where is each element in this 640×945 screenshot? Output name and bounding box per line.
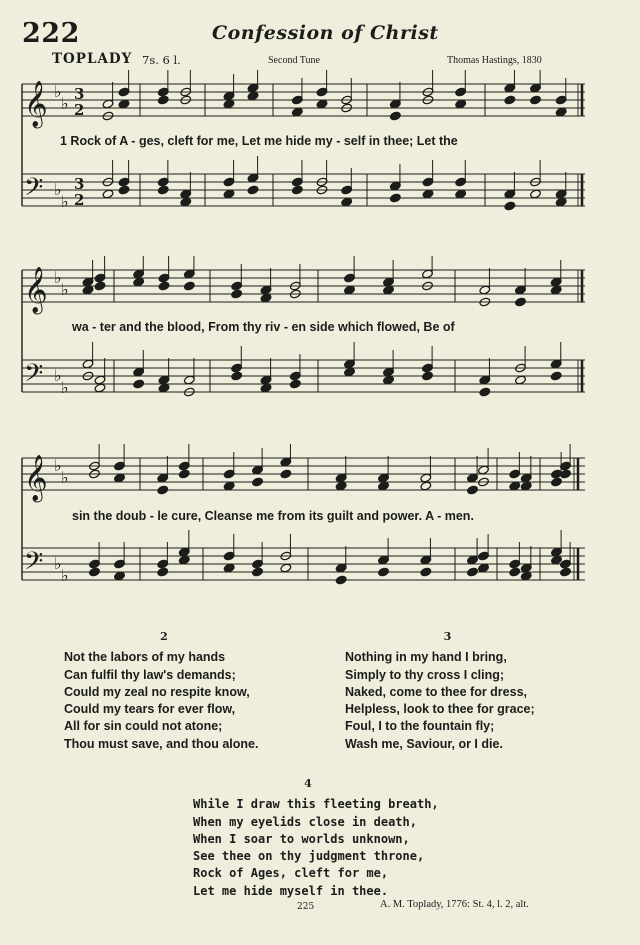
- svg-text:♭: ♭: [54, 554, 62, 573]
- stanza-4: [193, 775, 453, 900]
- stanza-line: While I draw this fleeting breath,: [193, 797, 439, 812]
- stanza-line: Helpless, look to thee for grace;: [345, 702, 535, 717]
- svg-text:3: 3: [74, 85, 85, 103]
- svg-text:♭: ♭: [54, 180, 62, 199]
- lyric-line-2: wa - ter and the blood, From thy riv - en side which flowed, Be of: [72, 320, 455, 334]
- svg-text:♭: ♭: [54, 366, 62, 385]
- svg-text:𝄞: 𝄞: [24, 81, 48, 127]
- svg-text:♭: ♭: [61, 468, 69, 487]
- stanza-number: 2: [160, 630, 168, 643]
- svg-text:♭: ♭: [54, 268, 62, 287]
- composer: Thomas Hastings, 1830: [447, 55, 542, 66]
- svg-text:♭: ♭: [54, 456, 62, 475]
- svg-text:2: 2: [74, 101, 85, 119]
- tune-note: Second Tune: [268, 55, 320, 66]
- stanza-line: Let me hide myself in thee.: [193, 883, 389, 898]
- page-number: 225: [297, 902, 315, 912]
- svg-text:𝄢: 𝄢: [24, 359, 44, 394]
- stanza-line: Can fulfil thy law's demands;: [64, 667, 236, 682]
- svg-text:♭: ♭: [61, 94, 69, 113]
- stanza-line: Not the labors of my hands: [64, 650, 226, 665]
- svg-text:♭: ♭: [61, 566, 69, 585]
- stanza-line: When I soar to worlds unknown,: [193, 831, 410, 846]
- stanza-2: [64, 628, 294, 753]
- stanza-line: See thee on thy judgment throne,: [193, 849, 425, 864]
- svg-text:♭: ♭: [61, 280, 69, 299]
- stanza-line: Nothing in my hand I bring,: [345, 650, 507, 665]
- stanza-line: Thou must save, and thou alone.: [64, 736, 259, 751]
- svg-text:♭: ♭: [54, 82, 62, 101]
- stanza-line: Foul, I to the fountain fly;: [345, 719, 495, 734]
- stanza-line: Rock of Ages, cleft for me,: [193, 866, 389, 881]
- hymn-number: 222: [22, 18, 80, 49]
- stanza-line: Wash me, Saviour, or I die.: [345, 736, 503, 751]
- svg-text:2: 2: [74, 191, 85, 209]
- svg-text:♭: ♭: [61, 192, 69, 211]
- svg-text:𝄞: 𝄞: [24, 267, 48, 313]
- svg-text:3: 3: [74, 175, 85, 193]
- stanza-3: [345, 628, 575, 753]
- stanza-line: Could my zeal no respite know,: [64, 684, 250, 699]
- lyric-line-3: sin the doub - le cure, Cleanse me from its guilt and power. A - men.: [72, 509, 474, 523]
- lyric-line-1: 1 Rock of A - ges, cleft for me, Let me hide my - self in thee; Let the: [60, 134, 458, 148]
- stanza-line: When my eyelids close in death,: [193, 814, 417, 829]
- svg-text:𝄢: 𝄢: [24, 547, 44, 582]
- svg-text:𝄢: 𝄢: [24, 173, 44, 208]
- source-credit: A. M. Toplady, 1776: St. 4, l. 2, alt.: [380, 899, 529, 910]
- stanza-number: 4: [304, 777, 312, 790]
- stanza-line: Simply to thy cross I cling;: [345, 667, 505, 682]
- meter: 7s. 6 l.: [142, 53, 181, 67]
- tune-name: TOPLADY: [52, 51, 133, 67]
- stanza-line: Naked, come to thee for dress,: [345, 684, 528, 699]
- stanza-line: All for sin could not atone;: [64, 719, 223, 734]
- svg-text:♭: ♭: [61, 378, 69, 397]
- hymn-title: Confession of Christ: [212, 22, 439, 44]
- svg-text:𝄞: 𝄞: [24, 455, 48, 501]
- stanza-line: Could my tears for ever flow,: [64, 702, 236, 717]
- stanza-number: 3: [443, 630, 452, 643]
